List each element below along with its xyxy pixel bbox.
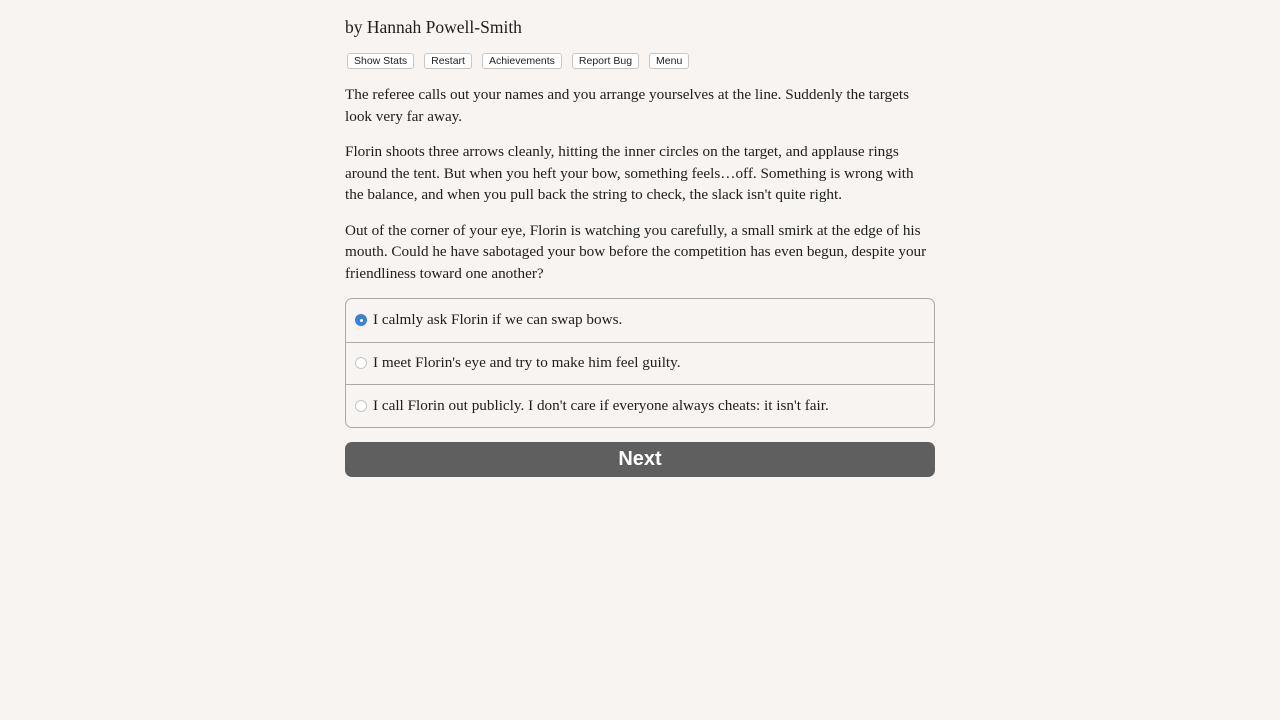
story-paragraph: Florin shoots three arrows cleanly, hitting the inner circles on the target, and applause rings around the tent. But when you heft your bow, something feels…off. Something is wrong with the balance, and when you pull back the string to check, the slack isn't quite right. — [345, 143, 914, 203]
restart-button[interactable]: Restart — [424, 53, 472, 69]
menu-button[interactable]: Menu — [649, 53, 689, 69]
report-bug-button[interactable]: Report Bug — [572, 53, 639, 69]
story-text — [345, 84, 935, 298]
radio-button[interactable] — [355, 357, 367, 369]
author-byline: by Hannah Powell-Smith — [345, 17, 522, 37]
choice-list — [345, 298, 935, 428]
choice-option-call-out[interactable] — [346, 384, 934, 427]
toolbar — [347, 53, 689, 69]
choice-label: I meet Florin's eye and try to make him feel guilty. — [373, 354, 681, 372]
show-stats-button[interactable]: Show Stats — [347, 53, 414, 69]
choice-label: I call Florin out publicly. I don't care if everyone always cheats: it isn't fair. — [373, 396, 829, 414]
radio-button[interactable] — [355, 314, 367, 326]
radio-button[interactable] — [355, 400, 367, 412]
choice-label: I calmly ask Florin if we can swap bows. — [373, 311, 623, 329]
achievements-button[interactable]: Achievements — [482, 53, 562, 69]
next-button[interactable]: Next — [345, 442, 935, 477]
choice-option-make-guilty[interactable] — [346, 342, 934, 385]
choice-option-swap-bows[interactable] — [346, 299, 934, 342]
story-paragraph: The referee calls out your names and you arrange yourselves at the line. Suddenly the targets look very far away. — [345, 86, 909, 125]
story-paragraph: Out of the corner of your eye, Florin is watching you carefully, a small smirk at the edge of his mouth. Could he have sabotaged your bow before the competition has even begun, despite your friendliness toward one another? — [345, 221, 927, 282]
